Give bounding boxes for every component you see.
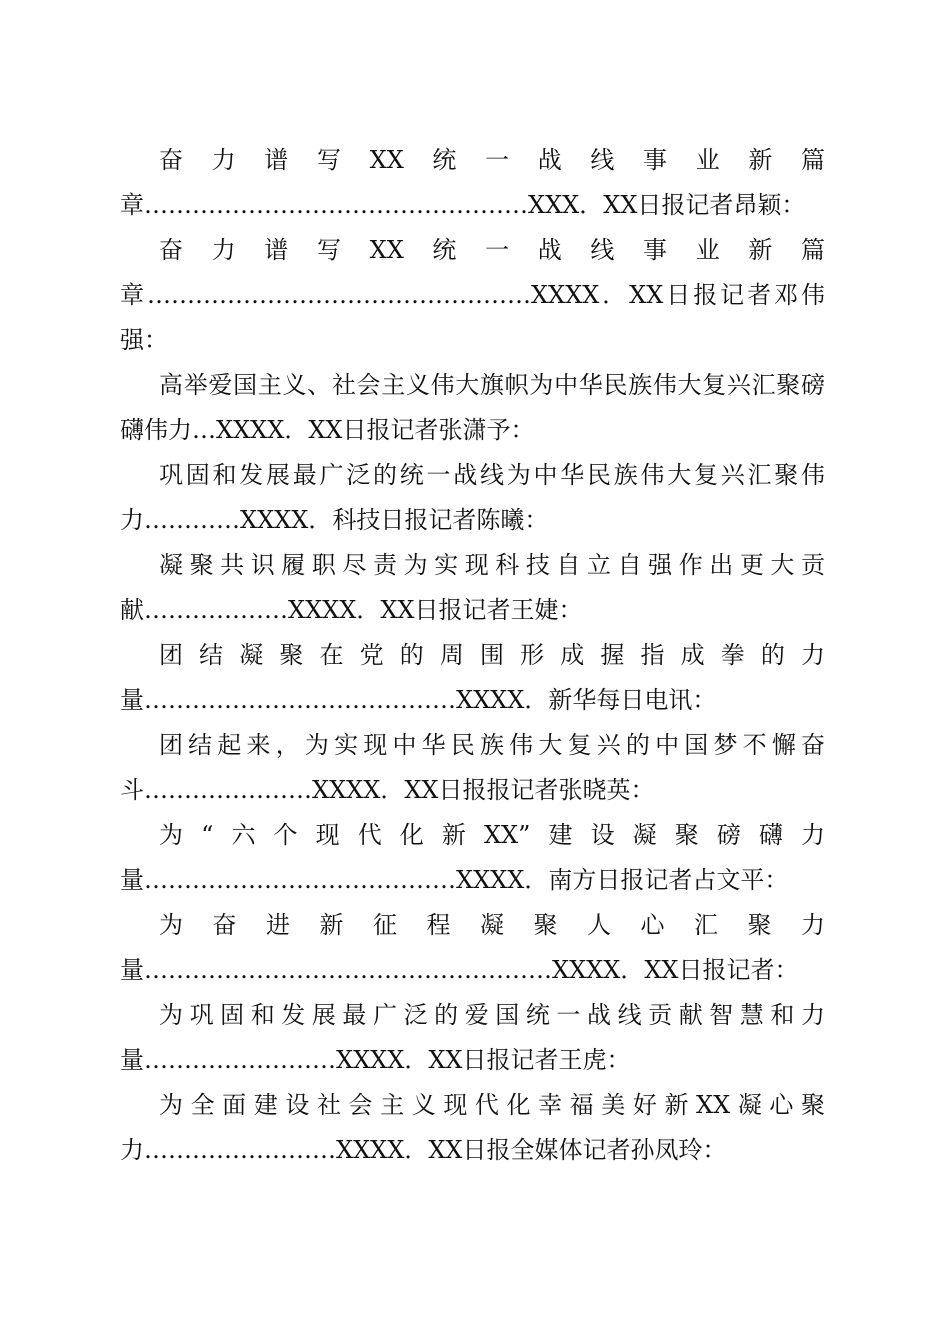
list-item: 奋力谱写XX统一战线事业新篇章…………………………………………XXXX．XX日报记者邓伟强： bbox=[120, 236, 825, 354]
list-item: 凝聚共识履职尽责为实现科技自立自强作出更大贡献………………XXXX．XX日报记者王婕： bbox=[120, 551, 825, 624]
article-list bbox=[120, 138, 825, 1173]
list-item: 为巩固和发展最广泛的爱国统一战线贡献智慧和力量……………………XXXX．XX日报记者王虎： bbox=[120, 1001, 825, 1074]
list-item: 高举爱国主义、社会主义伟大旗帜为中华民族伟大复兴汇聚磅礴伟力…XXXX．XX日报记者张潇予： bbox=[120, 371, 825, 444]
list-item: 为“六个现代化新XX”建设凝聚磅礴力量…………………………………XXXX．南方日报记者占文平： bbox=[120, 821, 825, 894]
list-item: 团结凝聚在党的周围形成握指成拳的力量…………………………………XXXX．新华每日电讯： bbox=[120, 641, 825, 714]
list-item: 团结起来，为实现中华民族伟大复兴的中国梦不懈奋斗…………………XXXX．XX日报报记者张晓英： bbox=[120, 731, 825, 804]
list-item: 为全面建设社会主义现代化幸福美好新XX凝心聚力……………………XXXX．XX日报全媒体记者孙凤玲： bbox=[120, 1091, 825, 1164]
list-item: 为奋进新征程凝聚人心汇聚力量……………………………………………XXXX．XX日报记者： bbox=[120, 911, 825, 984]
list-item: 巩固和发展最广泛的统一战线为中华民族伟大复兴汇聚伟力…………XXXX．科技日报记者陈曦： bbox=[120, 461, 825, 534]
list-item: 奋力谱写XX统一战线事业新篇章…………………………………………XXX．XX日报记者昂颖： bbox=[120, 146, 825, 219]
